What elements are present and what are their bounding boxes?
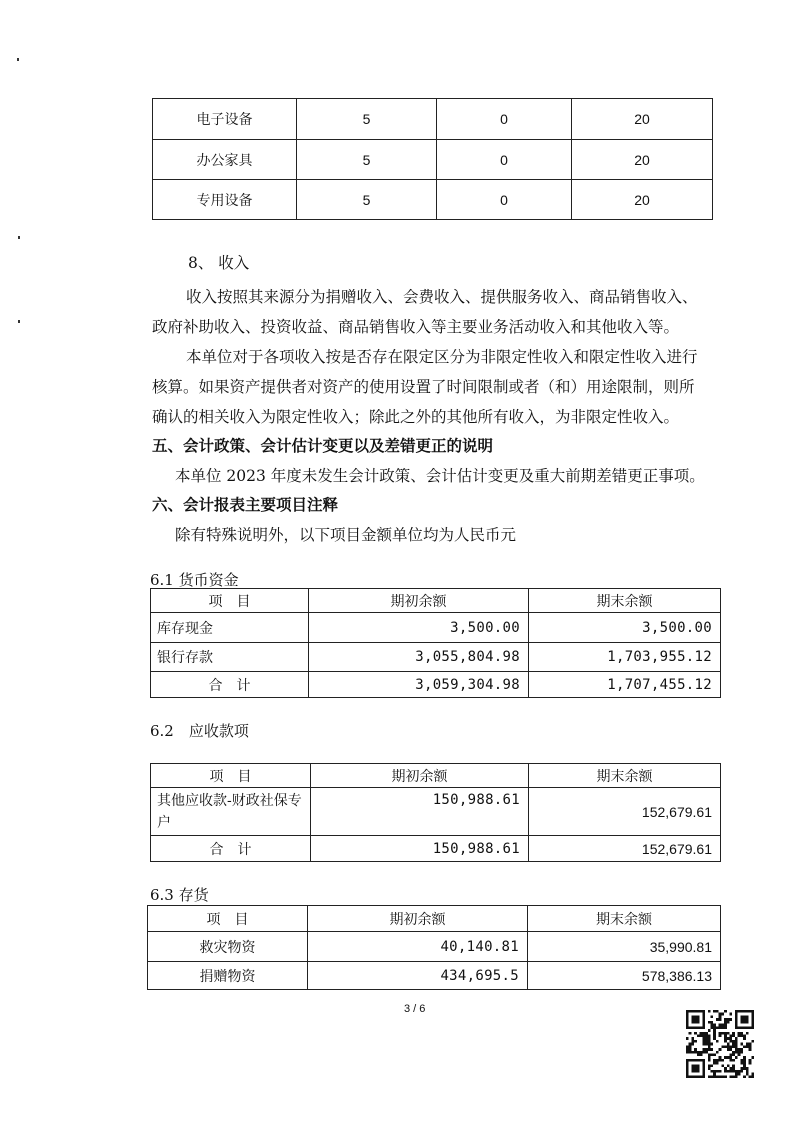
- section-8-paragraph-1: 收入按照其来源分为捐赠收入、会费收入、提供服务收入、商品销售收入、政府补助收入、投资收益、商品销售收入等主要业务活动收入和其他收入等。: [152, 288, 698, 336]
- value-cell: 5: [297, 99, 437, 140]
- value-cell: 0: [437, 99, 572, 140]
- table-row: [153, 140, 713, 180]
- item-cell: 库存现金: [151, 613, 309, 643]
- total-label: 合 计: [151, 836, 311, 862]
- header-end: 期末余额: [528, 906, 721, 932]
- begin-cell: 150,988.61: [311, 836, 529, 862]
- scan-speck: [18, 320, 20, 323]
- header-begin: 期初余额: [308, 906, 528, 932]
- category-cell: 专用设备: [153, 180, 297, 220]
- table-header-row: [148, 906, 721, 932]
- section-6-title: 六、会计报表主要项目注释: [152, 495, 339, 514]
- header-begin: 期初余额: [309, 589, 529, 613]
- end-cell: 1,707,455.12: [529, 672, 721, 698]
- end-cell: 152,679.61: [529, 788, 721, 836]
- end-cell: 152,679.61: [529, 836, 721, 862]
- table-total-row: [151, 672, 721, 698]
- qr-code-graphic: [686, 1010, 754, 1078]
- begin-cell: 3,059,304.98: [309, 672, 529, 698]
- table-row: [153, 180, 713, 220]
- section-5-text: 本单位 2023 年度未发生会计政策、会计估计变更及重大前期差错更正事项。: [175, 467, 705, 485]
- table-total-row: [151, 836, 721, 862]
- end-cell: 578,386.13: [528, 962, 721, 990]
- table-row: [148, 962, 721, 990]
- table-row: [151, 788, 721, 836]
- header-end: 期末余额: [529, 764, 721, 788]
- table-row: [153, 99, 713, 140]
- item-cell: 其他应收款-财政社保专户: [151, 788, 311, 836]
- begin-cell: 434,695.5: [308, 962, 528, 990]
- header-item: 项 目: [148, 906, 308, 932]
- value-cell: 20: [572, 180, 713, 220]
- table-6-3-title: 6.3 存货: [150, 886, 209, 904]
- category-cell: 电子设备: [153, 99, 297, 140]
- begin-cell: 150,988.61: [311, 788, 529, 836]
- scan-speck: [17, 58, 19, 61]
- inventory-table: [147, 905, 721, 990]
- table-header-row: [151, 589, 721, 613]
- total-label: 合 计: [151, 672, 309, 698]
- category-cell: 办公家具: [153, 140, 297, 180]
- qr-code-icon: [686, 1010, 754, 1082]
- table-6-1-title: 6.1 货币资金: [150, 571, 239, 589]
- begin-cell: 3,055,804.98: [309, 643, 529, 672]
- header-item: 项 目: [151, 764, 311, 788]
- section-8-title: 8、 收入: [188, 254, 250, 272]
- section-8-paragraph-2: 本单位对于各项收入按是否存在限定区分为非限定性收入和限定性收入进行核算。如果资产提供者对资产的使用设置了时间限制或者（和）用途限制，则所确认的相关收入为限定性收入；除此之外的其他所有收入，为非限定性收入。: [152, 348, 698, 426]
- page-number: 3 / 6: [404, 1003, 426, 1015]
- end-cell: 1,703,955.12: [529, 643, 721, 672]
- value-cell: 5: [297, 140, 437, 180]
- table-row: [151, 613, 721, 643]
- scan-speck: [18, 236, 20, 239]
- item-cell: 捐赠物资: [148, 962, 308, 990]
- depreciation-table: [152, 98, 713, 220]
- value-cell: 0: [437, 180, 572, 220]
- section-5-title: 五、会计政策、会计估计变更以及差错更正的说明: [152, 436, 494, 455]
- value-cell: 0: [437, 140, 572, 180]
- value-cell: 20: [572, 140, 713, 180]
- end-cell: 35,990.81: [528, 932, 721, 962]
- header-item: 项 目: [151, 589, 309, 613]
- header-begin: 期初余额: [311, 764, 529, 788]
- header-end: 期末余额: [529, 589, 721, 613]
- cash-table: [150, 588, 721, 698]
- end-cell: 3,500.00: [529, 613, 721, 643]
- begin-cell: 40,140.81: [308, 932, 528, 962]
- section-6-text: 除有特殊说明外，以下项目金额单位均为人民币元: [175, 526, 517, 544]
- receivables-table: [150, 763, 721, 862]
- item-cell: 救灾物资: [148, 932, 308, 962]
- table-row: [148, 932, 721, 962]
- table-6-2-title: 6.2 应收款项: [150, 722, 249, 740]
- value-cell: 5: [297, 180, 437, 220]
- item-cell: 银行存款: [151, 643, 309, 672]
- table-header-row: [151, 764, 721, 788]
- value-cell: 20: [572, 99, 713, 140]
- table-row: [151, 643, 721, 672]
- begin-cell: 3,500.00: [309, 613, 529, 643]
